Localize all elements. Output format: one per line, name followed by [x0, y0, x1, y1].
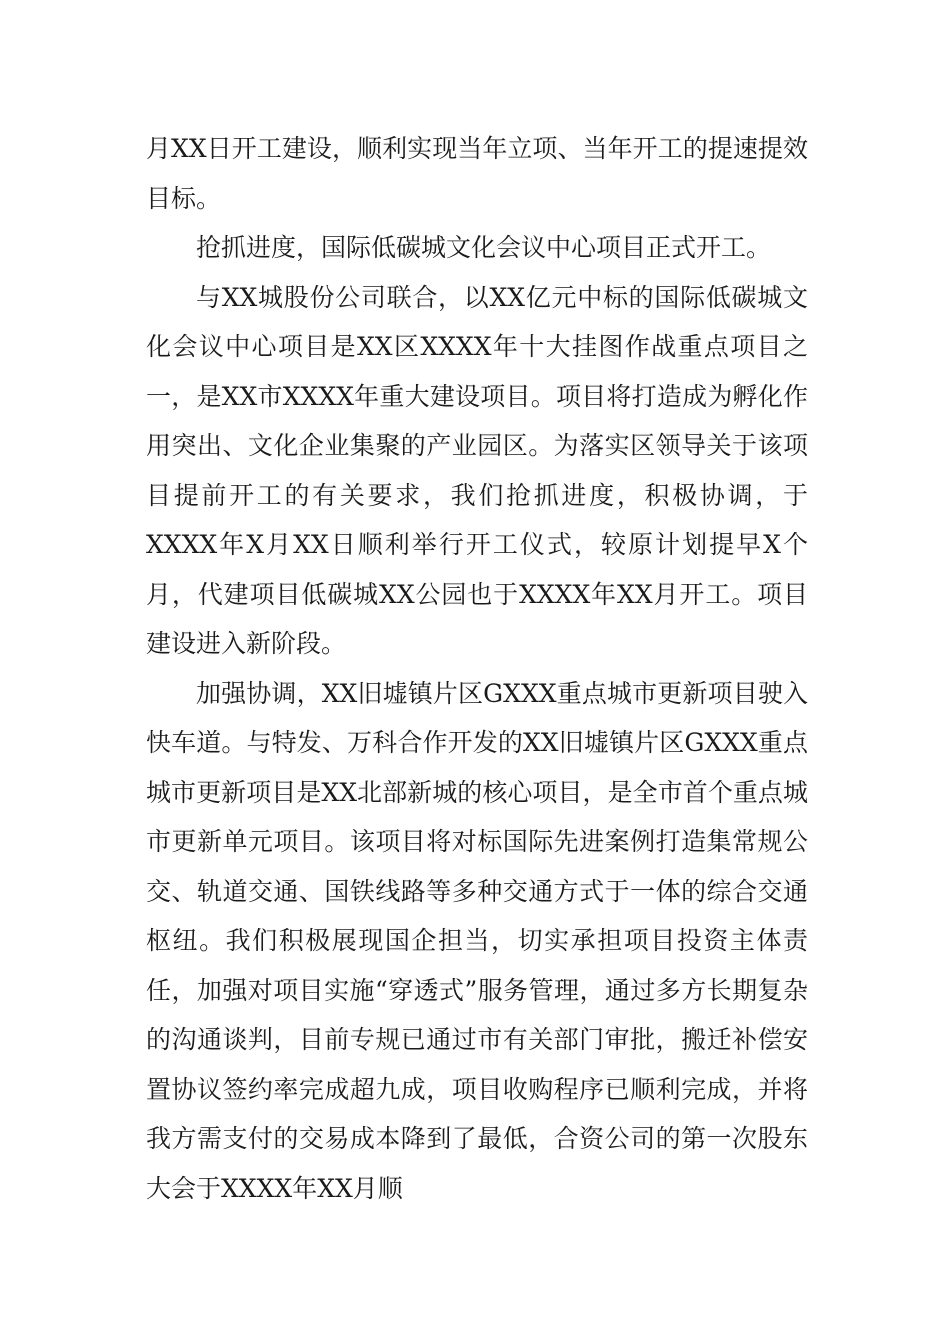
paragraph-heading-low-carbon-city: 抢抓进度，国际低碳城文化会议中心项目正式开工。 — [196, 233, 772, 262]
paragraph-urban-renewal-project: 加强协调，XX旧墟镇片区GXXX重点城市更新项目驶入快车道。与特发、万科合作开发的XX旧墟镇片区GXXX重点城市更新项目是XX北部新城的核心项目，是全市首个重点城市更新单元项目。该项目将对标国际先进案例打造集常规公交、轨道交通、国铁线路等多种交通方式于一体的综合交通枢纽。我们积极展现国企担当，切实承担项目投资主体责任，加强对项目实施“穿透式”服务管理，通过多方长期复杂的沟通谈判，目前专规已通过市有关部门审批，搬迁补偿安置协议签约率完成超九成，项目收购程序已顺利完成，并将我方需支付的交易成本降到了最低，合资公司的第一次股东大会于XXXX年XX月顺 — [146, 678, 808, 1203]
document-body — [146, 124, 808, 1213]
paragraph-low-carbon-city-details: 与XX城股份公司联合，以XX亿元中标的国际低碳城文化会议中心项目是XX区XXXX年十大挂图作战重点项目之一，是XX市XXXX年重大建设项目。项目将打造成为孵化作用突出、文化企业集聚的产业园区。为落实区领导关于该项目提前开工的有关要求，我们抢抓进度，积极协调，于XXXX年X月XX日顺利举行开工仪式，较原计划提早X个月，代建项目低碳城XX公园也于XXXX年XX月开工。项目建设进入新阶段。 — [146, 282, 808, 658]
paragraph-continuation: 月XX日开工建设，顺利实现当年立项、当年开工的提速提效目标。 — [146, 134, 808, 213]
